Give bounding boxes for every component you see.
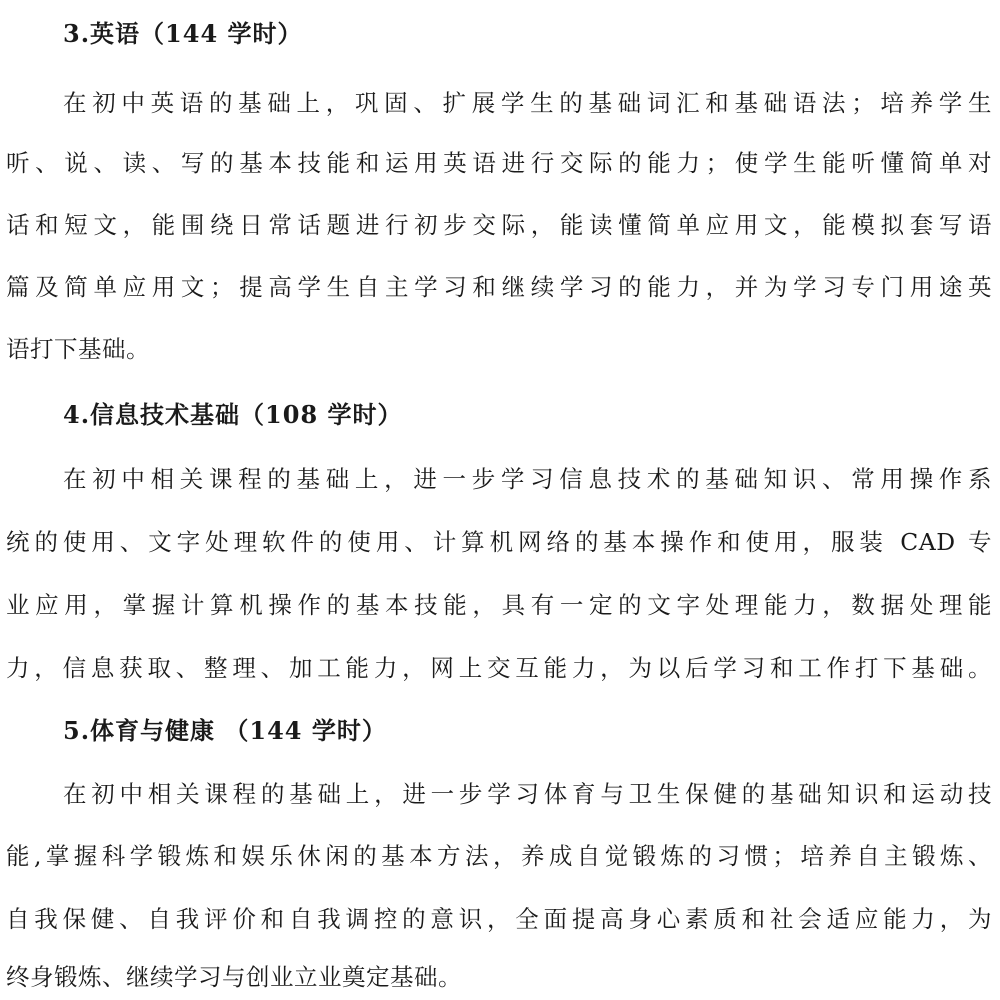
- section-heading-english: 3.英语（144 学时）: [63, 19, 303, 48]
- paragraph-line: 自我保健、自我评价和自我调控的意识，全面提高身心素质和社会适应能力，为: [6, 905, 992, 933]
- paragraph-line: 终身锻炼、继续学习与创业立业奠定基础。: [6, 963, 462, 991]
- paragraph-line: 业应用，掌握计算机操作的基本技能，具有一定的文字处理能力，数据处理能: [6, 591, 992, 619]
- paragraph-line: 听、说、读、写的基本技能和运用英语进行交际的能力；使学生能听懂简单对: [6, 149, 992, 177]
- paragraph-line: 在初中英语的基础上，巩固、扩展学生的基础词汇和基础语法；培养学生: [63, 89, 992, 117]
- paragraph-line: 能,掌握科学锻炼和娱乐休闲的基本方法，养成自觉锻炼的习惯；培养自主锻炼、: [6, 842, 992, 870]
- paragraph-line: 篇及简单应用文；提高学生自主学习和继续学习的能力，并为学习专门用途英: [6, 273, 992, 301]
- paragraph-line: 统的使用、文字处理软件的使用、计算机网络的基本操作和使用，服装 CAD 专: [6, 528, 992, 556]
- section-heading-it-basics: 4.信息技术基础（108 学时）: [63, 400, 403, 429]
- paragraph-line: 力，信息获取、整理、加工能力，网上交互能力，为以后学习和工作打下基础。: [6, 654, 992, 682]
- paragraph-line: 在初中相关课程的基础上，进一步学习体育与卫生保健的基础知识和运动技: [63, 780, 992, 808]
- paragraph-line: 在初中相关课程的基础上，进一步学习信息技术的基础知识、常用操作系: [63, 465, 992, 493]
- paragraph-line: 语打下基础。: [6, 335, 150, 363]
- paragraph-line: 话和短文，能围绕日常话题进行初步交际，能读懂简单应用文，能模拟套写语: [6, 211, 992, 239]
- section-heading-pe-health: 5.体育与健康 （144 学时）: [63, 716, 387, 745]
